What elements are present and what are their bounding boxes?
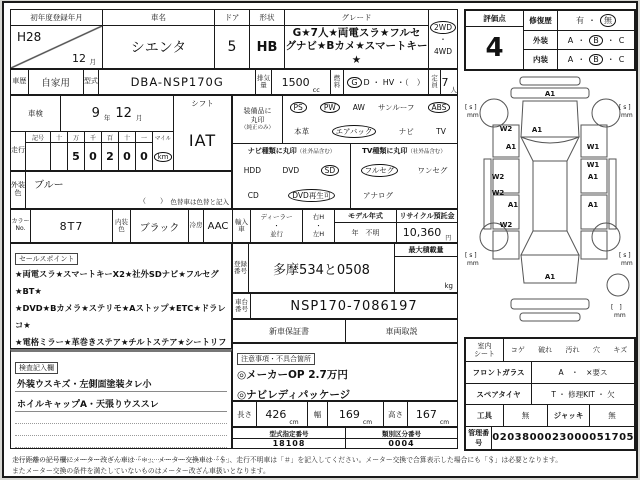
tread-mark-top-right: [ s ] [619,104,631,111]
mileage-unit-wrap [153,143,173,170]
model-year-value: 年 不明 [351,228,380,237]
equipment-row [233,96,457,144]
color-no-label: カラーNo. [11,210,31,242]
registration-year: H28 [17,30,42,44]
mileage-digit-kigo [26,143,50,170]
inspector-box [10,349,232,449]
manual-label: 車両取説 [385,326,418,336]
navi-type-row2 [233,183,350,208]
tv-fullseg-selected: フルセグ [361,164,399,177]
capacity-label: 定員 [429,70,442,94]
damage-mark-rear: A1 [544,273,556,281]
spec-row [10,69,458,95]
shaken-mileage-block [10,95,232,171]
model-code-value: DBA-NSP170G [99,70,256,94]
equipment-block [232,95,458,209]
inspector-blank-line [15,436,227,448]
import-dealer: ディーラー [260,213,293,222]
equipment-ps: PS [290,102,307,113]
sales-line: ★DVD★Bカメラ★ステリモ★Aストップ★ETC★ドラレコ★ [15,303,226,330]
inspector-blank-line [15,424,227,436]
navi-type-note: （社外品含む） [296,149,336,155]
shaken-year: 9 [91,106,100,121]
mileage-row [11,132,173,170]
exterior-b-selected: B [589,35,603,46]
mileage-digit-100k [51,143,67,170]
tv-type-header: TV種類に丸印 [362,147,408,155]
damage-mark-right-door-up: W1 [586,161,600,169]
grade-cell [285,10,429,68]
body-color-note: 色替車は色替と記入 [170,198,229,206]
mileage-digit-100: 2 [106,150,114,163]
navi-dvd-play-selected: DVD再生可 [288,189,335,202]
registration-number-value: 多摩534と0508 [249,244,395,292]
tread-unit-top-right: mm [621,112,633,119]
length-cell [257,402,308,426]
jack-label: ジャッキ [548,405,590,425]
evaluation-detail [524,11,634,69]
warranty-label: 新車保証書 [233,320,346,342]
sales-points-label: セールスポイント [15,253,78,265]
sales-line: ★両電スラ★スマートキーX2★社外SDナビ★フルセグ★BT★ [15,269,219,296]
import-dot2: ・ [315,221,322,230]
inspector-label: 検査記入欄 [15,362,58,374]
navi-sd-selected: SD [321,165,340,176]
mileage-col-1k [85,132,102,170]
exterior-a: A [567,35,574,45]
windshield-value: A ・ ×要ス [558,368,608,378]
mileage-col-10k [68,132,85,170]
chassis-row [232,293,458,319]
tools-label: 工具 [466,405,504,425]
tread-mark-top-left: [ s ] [465,104,477,111]
equipment-grid-row1 [283,96,457,120]
mileage-digit-10k: 5 [72,150,80,163]
exterior-grade-value [558,31,634,50]
jack-value: 無 [608,410,616,420]
damage-mark-front-bumper: A1 [544,90,556,98]
shift-cell [173,96,231,170]
displacement-label: 排気量 [256,70,272,94]
shape-label: 形状 [250,10,284,26]
damage-mark-left-door-low: A1 [507,201,519,209]
shaken-row [11,96,173,132]
tools-value: 無 [504,405,548,425]
equipment-grid-row2 [283,120,457,144]
door-cell [215,10,250,68]
spare-tire-label: スペアタイヤ [466,384,532,404]
sales-points-box [10,243,232,349]
equipment-label-1: 装備品に [243,106,272,115]
evaluation-score-label: 評価点 [466,11,523,27]
damage-mark-right-door-low: A1 [587,201,599,209]
mileage-unit-km: km [154,152,173,162]
damage-mark-left-door-up: W2 [491,173,505,181]
tread-unit-bottom-right: mm [621,260,633,267]
exterior-grade-label: 外装 [524,31,558,50]
width-cell [328,402,384,426]
capacity-value: 7 [441,75,449,89]
seat-label [466,339,504,361]
shaken-label: 車検 [11,96,61,131]
inspector-blank-line [15,412,227,424]
grade-dot: ・ [606,35,615,45]
tv-analog: アナログ [363,191,393,200]
mileage-digit-1k: 0 [89,150,97,163]
grade-line1: G★7人★両電スラ★フルセ [292,27,421,40]
mileage-unit-cell [153,132,173,170]
footer-note-line1: 走行距離の記号欄にメーター改ざん車は「＊」、メーター交換車は「＄」、走行不明車は「＃」を記入してください。メーター交換で合算表示した場合にも「＄」は必要となります。 [12,456,562,464]
capacity-unit: 人 [450,86,457,94]
equipment-navi: ナビ [398,126,414,136]
footer-note-line2: またメーター交換の条件を満たしていないものはメーター改ざん車扱いとなります。 [12,466,270,475]
registration-row [232,243,458,293]
height-unit: cm [439,419,450,426]
displacement-unit: cc [312,86,320,94]
damage-mark-left-quarter: W2 [499,221,513,229]
interior-a: A [567,55,574,65]
drive-dot: ・ [439,35,447,45]
interior-grade-value [558,50,634,69]
tread-mark-spare: [ ] [611,304,622,311]
body-color-cell [26,172,231,208]
recycle-cell [397,210,457,242]
seat-label-1: 室内 [477,341,492,350]
import-dot1: ・ [273,221,280,230]
recycle-unit: 円 [445,235,452,242]
shaken-value [61,96,173,131]
evaluation-box [464,9,636,71]
damage-mark-left-fender-low: A1 [505,143,517,151]
color-import-row [10,209,458,243]
width-label: 幅 [308,402,328,426]
first-registration-cell [11,10,103,68]
repair-history-value [558,11,634,30]
payload-label: 最大積載量 [395,244,457,257]
grade-dot: ・ [577,35,586,45]
door-label: ドア [215,10,249,26]
tread-mark-bottom-left: [ s ] [465,252,477,259]
mileage-col-10 [119,132,136,170]
navi-type-cell [233,144,351,208]
width-unit: cm [362,419,373,426]
mileage-header-1k: 千 [85,132,101,143]
body-color-value: ブルー [34,180,64,191]
repair-history-row [524,11,634,31]
model-year-label: モデル年式 [335,210,396,223]
evaluation-score: 4 [485,33,504,63]
management-number-label: 管理番号 [466,427,492,449]
color-no-value: 8T7 [31,210,113,242]
caution-box [232,343,458,401]
spare-tire-value: T ・ 修理KIT ・ 欠 [551,389,615,399]
shift-value: IAT [188,130,217,150]
equipment-label-3: （純正のみ） [240,125,274,132]
model-code-label: 型式 [84,70,100,94]
tread-mark-bottom-right: [ s ] [619,252,631,259]
equipment-aw: AW [352,103,365,113]
repair-history-label: 修復歴 [524,11,558,30]
import-label: 輸入車 [233,210,251,242]
import-left-handle: 左H [312,230,325,239]
payload-cell [395,244,457,292]
equipment-leather: 本革 [294,126,310,136]
exterior-grade-row [524,31,634,51]
tv-type-row2 [351,183,457,208]
navi-dvd: DVD [282,166,300,175]
inspector-line2: ホイルキャップA・天張りウススレ [15,392,227,412]
grade-dot: ・ [577,55,586,65]
import-parallel: 並行 [270,230,283,239]
management-number-value: 0203800023000051705 [492,432,634,444]
vehicle-name: シエンタ [130,40,187,56]
damage-mark-hood: A1 [531,126,543,134]
header-row [10,9,458,69]
drive-2wd-selected: 2WD [430,21,456,34]
interior-grade-label: 内装 [524,50,558,69]
mileage-header-10: 十 [119,132,135,143]
shape-cell [250,10,285,68]
shaken-month-unit: 月 [135,114,143,122]
chassis-number-value: NSP170-7086197 [290,298,418,314]
length-unit: cm [289,419,299,426]
fuel-selected: G [347,77,361,88]
recycle-label: リサイクル預託金 [397,210,457,223]
seat-scratch: キズ [613,346,628,355]
vehicle-name-cell [103,10,215,68]
equipment-label [233,96,283,143]
registration-month: 12 [72,52,86,65]
equipment-grid [283,96,457,143]
length-label: 長さ [233,402,257,426]
tools-row [466,405,634,426]
tv-oneseg: ワンセグ [417,166,448,175]
class-number-value: 0004 [388,439,415,448]
class-number-cell [346,428,457,448]
import-right-handle: 右H [312,213,325,222]
interior-color-value: ブラック [131,210,189,242]
seat-stain: 汚れ [565,346,580,355]
equipment-tv: TV [436,126,446,136]
mileage-header-10k: 万 [68,132,84,143]
grade-label: グレード [285,10,428,26]
height-value: 167 [415,407,437,421]
model-year-cell [335,210,397,242]
footer-notes [12,455,634,477]
caution-lines [237,366,453,406]
navi-type-header: ナビ種類に丸印 [247,147,297,155]
tread-unit-top-left: mm [467,112,479,119]
height-label: 高さ [384,402,408,426]
equipment-pw: PW [320,102,340,113]
equipment-label-2: 丸印 [250,115,265,124]
body-color-row [10,171,232,209]
mileage-mile-label: マイル [154,135,172,142]
exterior-c: C [618,35,625,45]
windshield-label: フロントガラス [466,362,532,382]
fuel-label: 燃料 [331,70,345,94]
seat-row [466,339,634,362]
displacement-value: 1500 [281,75,310,89]
tv-type-cell [351,144,457,208]
navi-hdd: HDD [243,166,261,175]
type-numbers-row [232,427,458,449]
mileage-header-100k: 十 [51,132,67,143]
seat-hole: 穴 [592,346,600,355]
tread-unit-spare: mm [614,312,626,319]
mileage-label: 走行 [11,132,26,170]
equipment-abs: ABS [428,102,451,113]
interior-grade-row [524,50,634,69]
tread-unit-bottom-left: mm [467,260,479,267]
repair-no-selected: 無 [600,14,616,27]
equipment-sunroof: サンルーフ [377,103,415,113]
body-color-paren: （ ） [139,197,167,205]
mileage-digit-10: 0 [123,150,131,163]
recycle-value: 10,360 [402,226,442,239]
recycle-value-wrap [397,223,457,242]
shift-label: シフト [191,98,214,108]
damage-mark-left-door: W2 [491,189,505,197]
mileage-col-kigo [26,132,51,170]
caution-line2: ◎ナビレディパッケージ [237,388,351,401]
mileage-col-100 [102,132,119,170]
spare-tire-row [466,384,634,405]
grade-line2: グナビ★Bカメ★スマートキー★ [285,40,428,66]
grade-value [285,26,428,68]
ac-label: 冷房 [189,210,204,242]
tv-type-row1 [351,158,457,183]
car-outline-diagram [464,71,636,335]
sales-line: ★電格ミラー★革巻きステア★チルトステア★シートリフ [15,337,227,347]
height-cell [408,402,457,426]
auction-sheet [2,1,638,478]
chassis-number-label: 車台番号 [233,294,251,318]
displacement-cell [272,70,331,94]
model-designation-label: 型式指定番号 [233,428,345,439]
vehicle-name-label: 車名 [103,10,214,26]
mileage-digit-1: 0 [140,150,148,163]
model-designation-value: 18108 [272,439,306,448]
grade-dot: ・ [606,55,615,65]
interior-b-selected: B [589,54,603,65]
shaken-month: 12 [115,106,132,121]
import-dealer-cell [251,210,303,242]
damage-diagram [464,71,636,335]
first-registration-label: 初年度登録年月 [11,10,102,26]
registration-month-unit: 月 [89,58,96,66]
fuel-cell [344,70,428,94]
navi-type-row1 [233,158,350,183]
mileage-header-kigo: 記号 [26,132,50,143]
capacity-cell [441,70,457,94]
navi-cd: CD [247,191,259,200]
first-registration-value [11,26,102,68]
length-value: 426 [265,407,287,421]
shaken-mileage-left [11,96,173,170]
seat-burn: コゲ [510,346,525,355]
history-value: 自家用 [29,70,84,94]
tv-type-header-wrap [351,144,457,158]
dimensions-row [232,401,458,427]
interior-c: C [618,55,625,65]
registration-number-label: 登録番号 [233,244,249,292]
interior-color-label: 内装色 [113,210,131,242]
seat-label-2: シート [474,350,495,359]
inspector-line1: 外装ウスキズ・左側面塗装タレ小 [15,374,227,392]
evaluation-score-cell [466,11,524,69]
navi-type-header-wrap [233,144,350,158]
fuel-options: D ・ HV ・（ ） [363,77,425,87]
damage-mark-right-fender: W1 [586,143,600,151]
mileage-col-1 [136,132,153,170]
repair-dot: ・ [588,15,596,25]
windshield-row [466,362,634,383]
management-number-row [466,427,634,449]
model-designation-cell [233,428,346,448]
damage-mark-right-door: A1 [587,173,599,181]
condition-table [464,337,636,451]
history-label: 車歴 [11,70,29,94]
mileage-header-100: 百 [102,132,118,143]
tv-type-note: （社外品含む） [407,149,446,155]
navi-tv-row [233,144,457,208]
class-number-label: 類別区分番号 [346,428,457,439]
body-color-label: 外装色 [11,172,26,208]
seat-tear: 破れ [538,346,553,355]
repair-yes: 有 [576,15,584,25]
caution-line1: ◎メーカーOP 2.7万円 [237,369,348,381]
mileage-header-1: 一 [136,132,152,143]
equipment-airbag: エアバック [332,125,377,138]
payload-unit: kg [444,282,453,290]
caution-label: 注意事項・不具合箇所 [237,353,315,365]
drive-type-cell [429,10,457,68]
damage-mark-left-fender: W2 [499,125,513,133]
ac-value: AAC [204,210,233,242]
import-handle-cell [303,210,335,242]
door-count: 5 [227,39,237,55]
shaken-year-unit: 年 [103,114,111,122]
width-value: 169 [338,407,360,421]
drive-4wd: 4WD [434,46,452,56]
mileage-col-100k [51,132,68,170]
seat-items [504,339,634,361]
docs-row [232,319,458,343]
shape-value: HB [256,39,278,55]
